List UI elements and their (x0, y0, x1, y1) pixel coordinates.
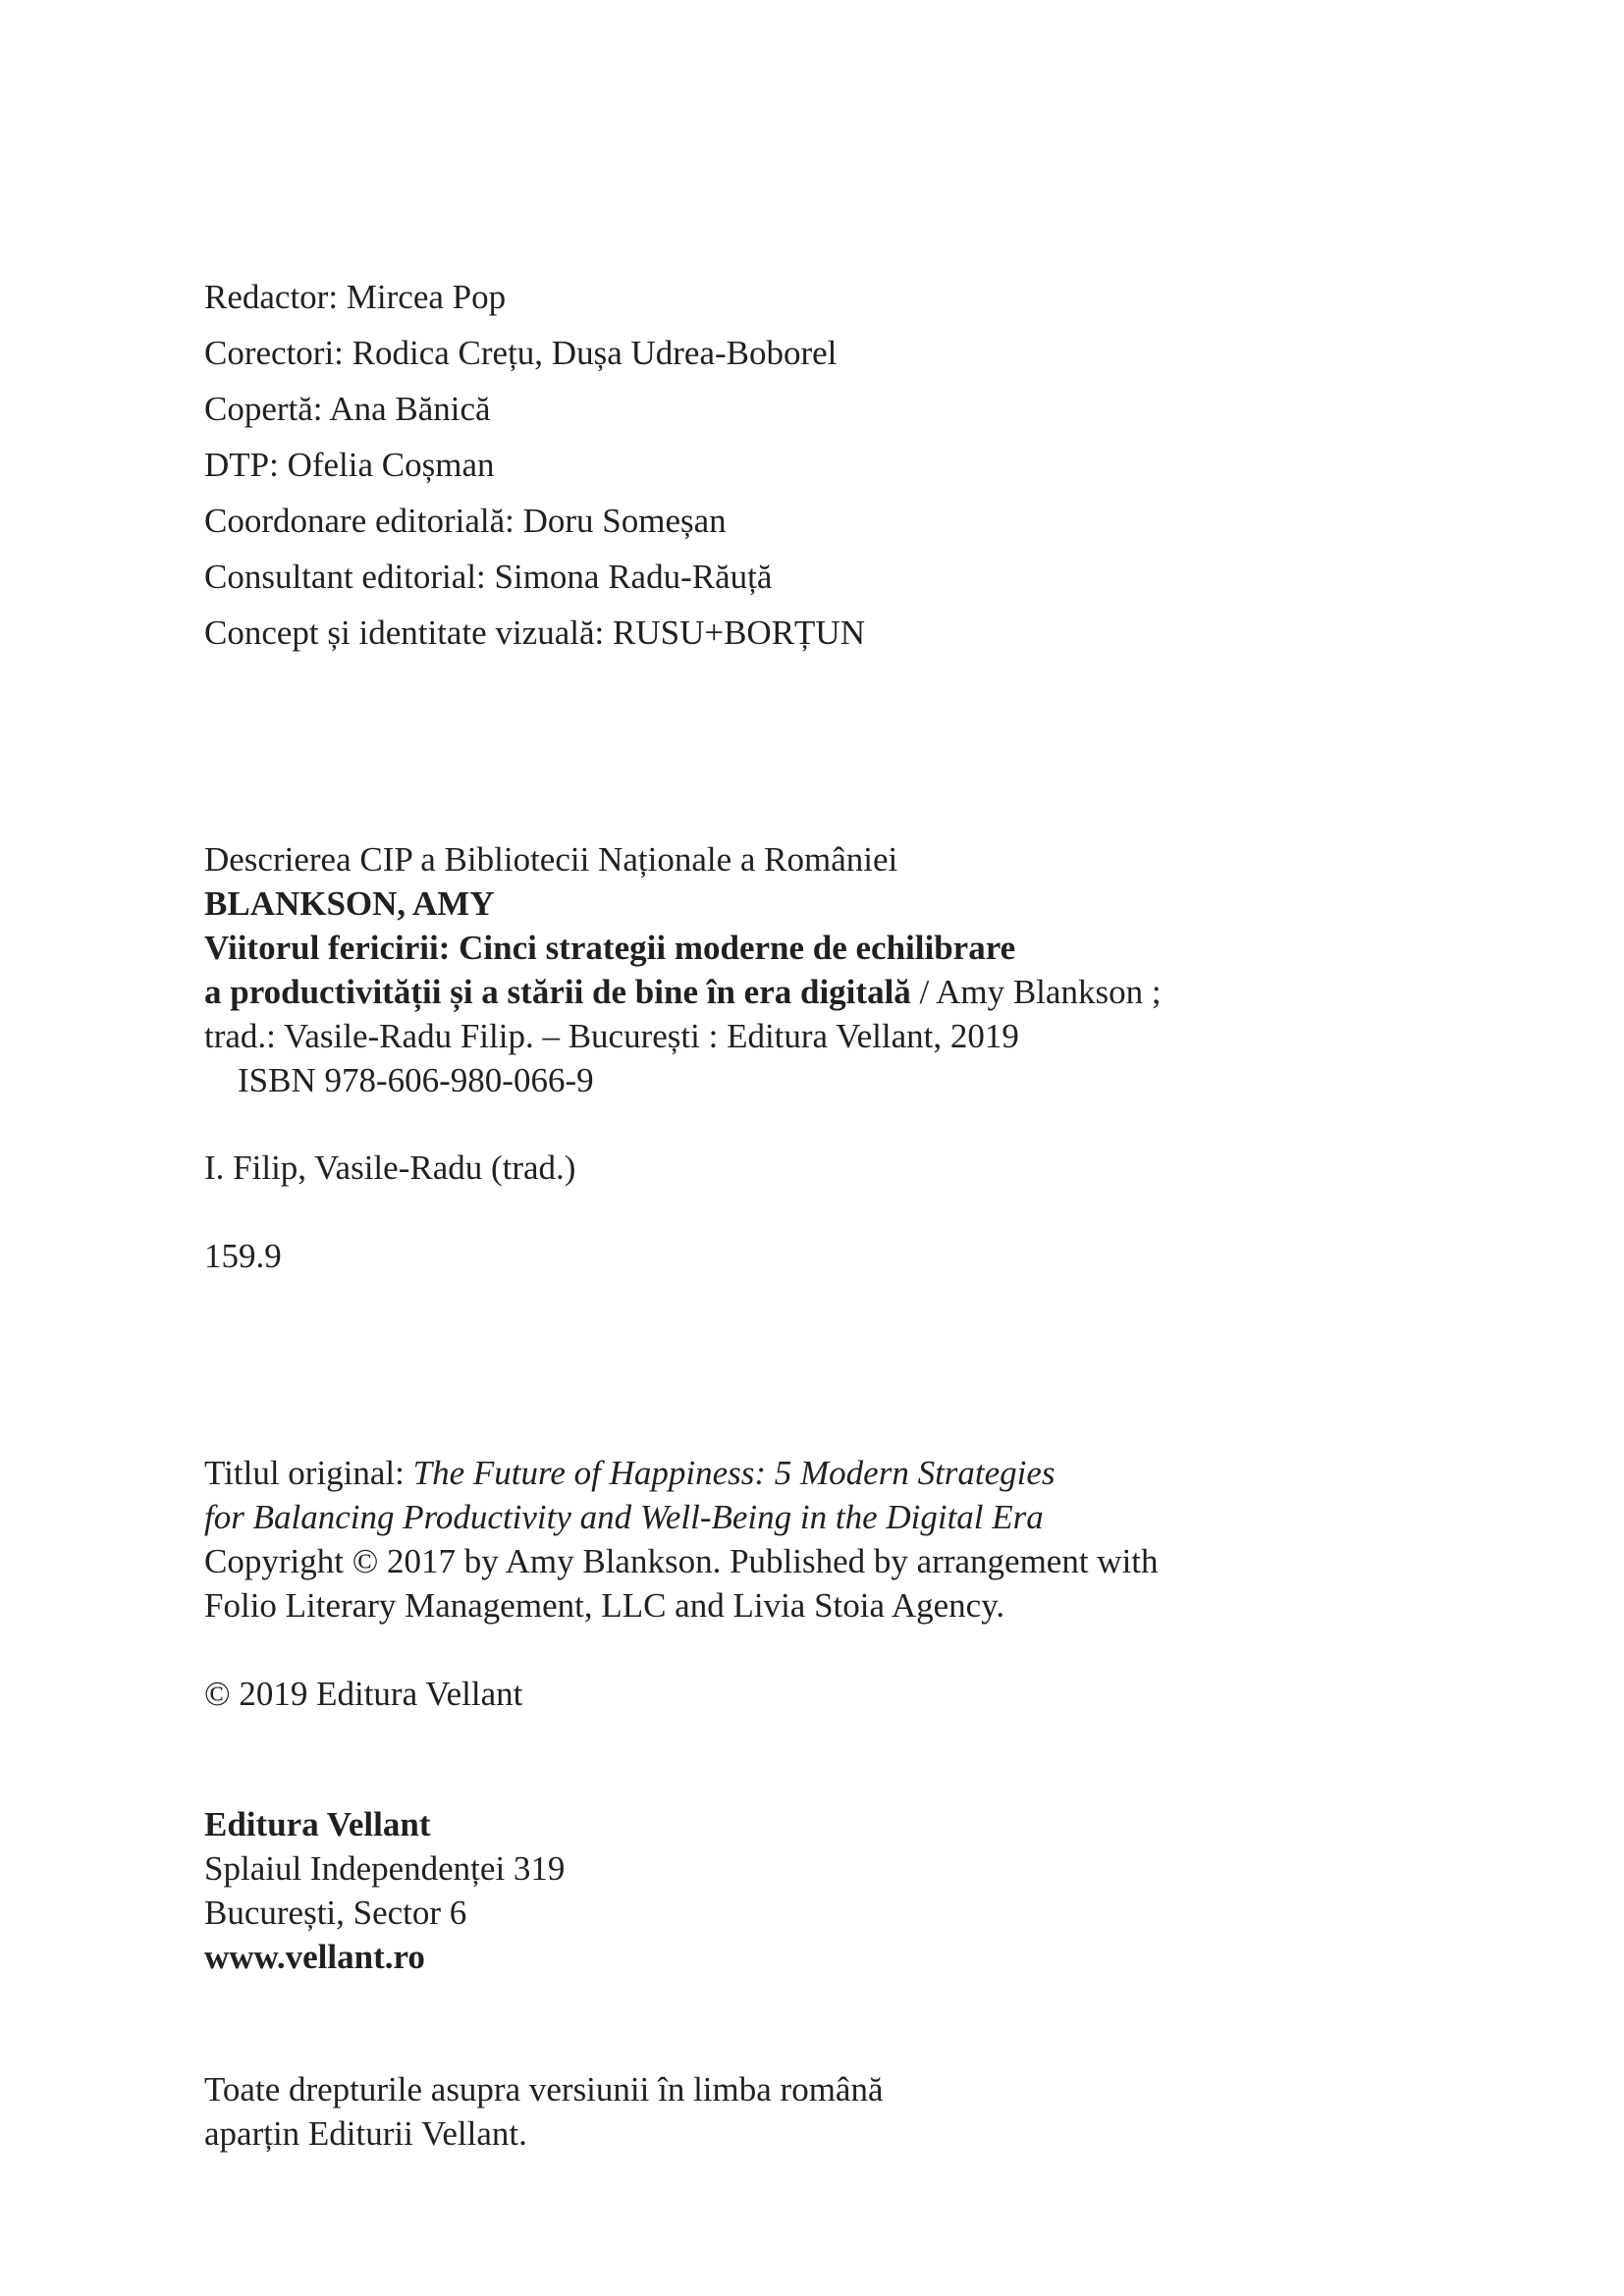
original-title-line1 (204, 1454, 1056, 1493)
credit-visual-identity: Concept și identitate vizuală: RUSU+BORȚUN (204, 614, 865, 652)
credit-editor: Redactor: Mircea Pop (204, 278, 507, 316)
publisher-name: Editura Vellant (204, 1805, 431, 1843)
rights-line1: Toate drepturile asupra versiunii în limba română (204, 2070, 884, 2109)
cip-heading: Descrierea CIP a Bibliotecii Naționale a României (204, 840, 898, 879)
cip-title-line2 (204, 973, 1162, 1012)
original-title-text1: The Future of Happiness: 5 Modern Strategies (412, 1454, 1056, 1492)
original-title-label: Titlul original: (204, 1454, 413, 1492)
cip-classification: 159.9 (204, 1237, 282, 1275)
original-title-line2: for Balancing Productivity and Well-Being in the Digital Era (204, 1498, 1044, 1536)
credit-cover: Copertă: Ana Bănică (204, 390, 491, 428)
edition-copyright: © 2019 Editura Vellant (204, 1675, 523, 1713)
cip-title-line2-bold: a productivității și a stării de bine în era digitală (204, 973, 911, 1011)
copyright-line2: Folio Literary Management, LLC and Livia Stoia Agency. (204, 1586, 1005, 1625)
cip-title-line2-rest: / Amy Blankson ; (910, 973, 1162, 1011)
publisher-website: www.vellant.ro (204, 1938, 425, 1976)
cip-title-line1: Viitorul fericirii: Cinci strategii moderne de echilibrare (204, 929, 1016, 967)
copyright-line1: Copyright © 2017 by Amy Blankson. Published by arrangement with (204, 1542, 1159, 1580)
cip-author: BLANKSON, AMY (204, 884, 495, 923)
credit-dtp: DTP: Ofelia Coșman (204, 446, 495, 484)
cip-isbn: ISBN 978-606-980-066-9 (238, 1061, 594, 1099)
publisher-city: București, Sector 6 (204, 1894, 467, 1932)
credit-editorial-coordination: Coordonare editorială: Doru Someșan (204, 502, 727, 540)
cip-added-entry: I. Filip, Vasile-Radu (trad.) (204, 1148, 576, 1187)
publisher-street: Splaiul Independenței 319 (204, 1849, 566, 1888)
credit-proofreaders: Corectori: Rodica Crețu, Dușa Udrea-Boborel (204, 334, 838, 372)
credit-editorial-consultant: Consultant editorial: Simona Radu-Răuță (204, 558, 773, 596)
cip-imprint: trad.: Vasile-Radu Filip. – București : Editura Vellant, 2019 (204, 1017, 1019, 1055)
rights-line2: aparțin Editurii Vellant. (204, 2114, 527, 2153)
